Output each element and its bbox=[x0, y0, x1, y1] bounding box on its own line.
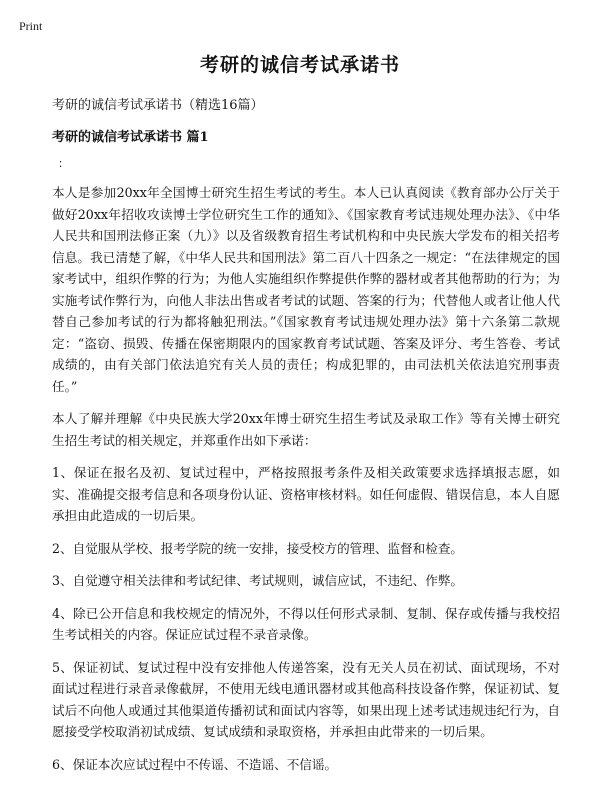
document-body bbox=[52, 182, 560, 786]
paragraph: 本人是参加20xx年全国博士研究生招生考试的考生。本人已认真阅读《教育部办公厅关于做好20xx年招收攻读博士学位研究生工作的通知》、《国家教育考试违规处理办法》、《中华人民共和国刑法修正案（九）》以及省级教育招生考试机构和中央民族大学发布的相关招考信息。我已清楚了解，《中华人民共和国刑法》第二百八十四条之一规定：“在法律规定的国家考试中，组织作弊的行为；为他人实施组织作弊提供作弊的器材或者其他帮助的行为；为实施考试作弊行为，向他人非法出售或者考试的试题、答案的行为；代替他人或者让他人代替自己参加考试的行为都将触犯刑法。”《国家教育考试违规处理办法》第十六条第二款规定：“盗窃、损毁、传播在保密期限内的国家教育考试试题、答案及评分、考生答卷、考试成绩的，由有关部门依法追究有关人员的责任；构成犯罪的，由司法机关依法追究刑事责任。” bbox=[52, 185, 560, 394]
paragraph: 3、自觉遵守相关法律和考试纪律、考试规则，诚信应试，不违纪、作弊。 bbox=[52, 573, 464, 588]
page-title: 考研的诚信考试承诺书 bbox=[199, 54, 400, 76]
section-heading: 考研的诚信考试承诺书 篇1 bbox=[52, 130, 209, 145]
print-label[interactable]: Print bbox=[19, 19, 43, 33]
subtitle: 考研的诚信考试承诺书（精选16篇） bbox=[52, 98, 264, 113]
paragraph: 6、保证本次应试过程中不传谣、不造谣、不信谣。 bbox=[52, 756, 338, 772]
paragraph: 4、除已公开信息和我校规定的情况外，不得以任何形式录制、复制、保存或传播与我校招生考试相关的内容。保证应试过程不录音录像。 bbox=[52, 605, 560, 642]
paragraph: 1、保证在报名及初、复试过程中，严格按照报考条件及相关政策要求选择填报志愿，如实、准确提交报考信息和各项身份认证、资格审核材料。如任何虚假、错误信息，本人自愿承担由此造成的一切后果。 bbox=[52, 465, 560, 523]
paragraph: 本人了解并理解《中央民族大学20xx年博士研究生招生考试及录取工作》等有关博士研究生招生考试的相关规定，并郑重作出如下承诺： bbox=[52, 411, 560, 448]
colon-marker: ： bbox=[58, 157, 69, 170]
paragraph: 5、保证初试、复试过程中没有安排他人传递答案，没有无关人员在初试、面试现场，不对面试过程进行录音录像截屏，不使用无线电通讯器材或其他高科技设备作弊，保证初试、复试后不向他人或通过其他渠道传播初试和面试内容等，如果出现上述考试违规违纪行为，自愿接受学校取消初试成绩、复试成绩和录取资格，并承担由此带来的一切后果。 bbox=[52, 659, 560, 739]
paragraph: 2、自觉服从学校、报考学院的统一安排，接受校方的管理、监督和检查。 bbox=[52, 540, 464, 556]
